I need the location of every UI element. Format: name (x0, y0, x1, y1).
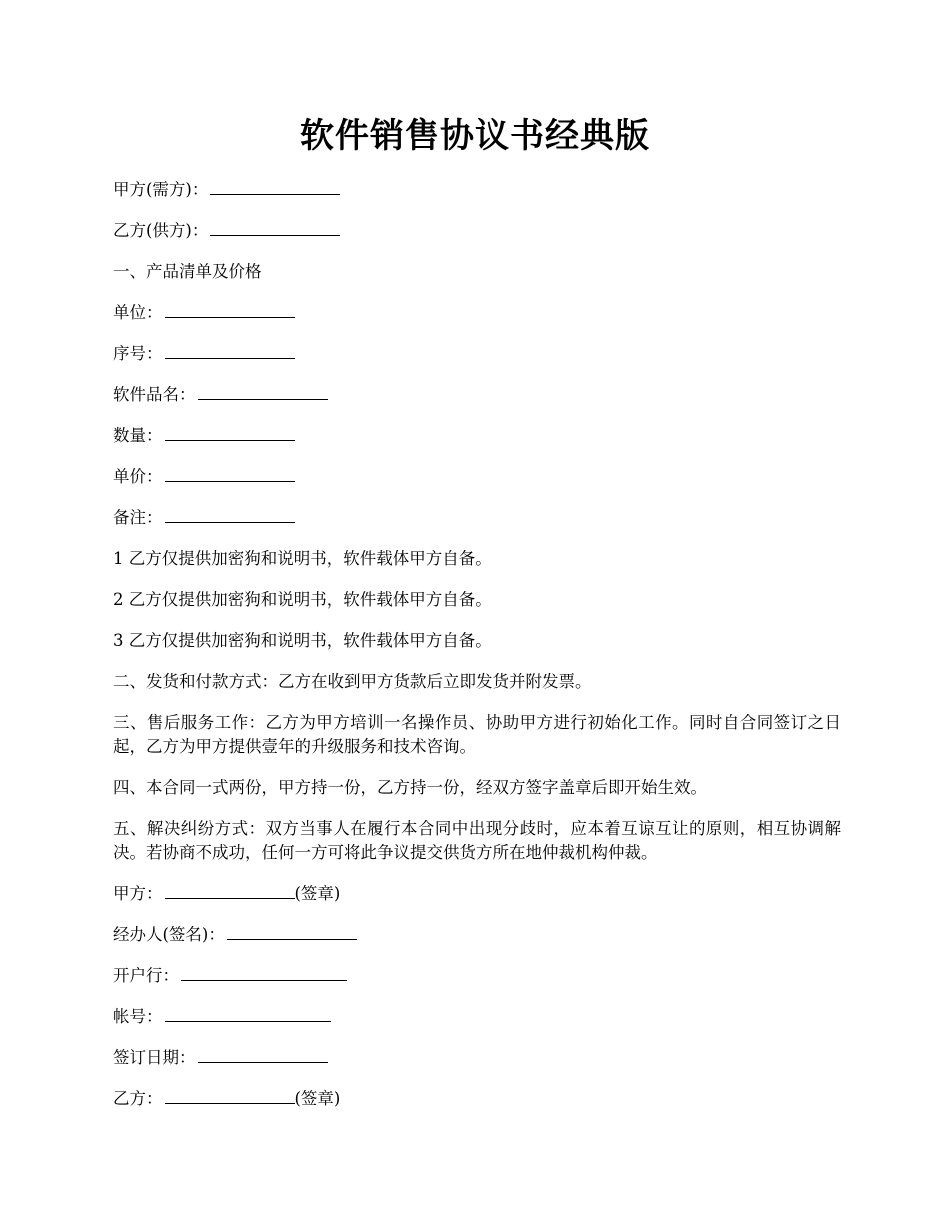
note-item: 3 乙方仅提供加密狗和说明书，软件载体甲方自备。 (113, 631, 492, 650)
remarks-line (113, 506, 841, 530)
account-blank (165, 1007, 331, 1022)
section3-paragraph: 三、售后服务工作：乙方为甲方培训一名操作员、协助甲方进行初始化工作。同时自合同签订之日起，乙方为甲方提供壹年的升级服务和技术咨询。 (113, 713, 841, 756)
product-name-line (113, 383, 841, 407)
party-b-label: 乙方(供方)： (113, 221, 209, 240)
section4-paragraph: 四、本合同一式两份，甲方持一份，乙方持一份，经双方签字盖章后即开始生效。 (113, 778, 707, 797)
serial-blank (165, 344, 295, 359)
party-a-line (113, 178, 841, 202)
sign-party-b-line (113, 1087, 841, 1111)
unit-price-label: 单价： (113, 467, 163, 486)
quantity-line (113, 424, 841, 448)
date-blank (198, 1048, 328, 1063)
bank-blank (181, 966, 347, 981)
document-title: 软件销售协议书经典版 (300, 116, 650, 156)
unit-price-line (113, 465, 841, 489)
section1-heading: 一、产品清单及价格 (113, 262, 262, 281)
party-b-blank (210, 221, 340, 236)
remarks-blank (165, 508, 295, 523)
agent-line (113, 923, 841, 947)
sign-party-a-seal: (签章) (294, 884, 341, 903)
unit-price-blank (165, 467, 295, 482)
bank-label: 开户行： (113, 966, 179, 985)
sign-party-b-seal: (签章) (294, 1089, 341, 1108)
sign-party-a-blank (165, 884, 295, 899)
date-line (113, 1046, 841, 1070)
sign-party-b-label: 乙方： (113, 1089, 163, 1108)
account-line (113, 1005, 841, 1029)
account-label: 帐号： (113, 1007, 163, 1026)
quantity-blank (165, 426, 295, 441)
note-item: 1 乙方仅提供加密狗和说明书，软件载体甲方自备。 (113, 549, 492, 568)
sign-party-a-line (113, 882, 841, 906)
document-body (113, 178, 841, 1128)
serial-label: 序号： (113, 344, 163, 363)
agent-label: 经办人(签名)： (113, 925, 225, 944)
agent-blank (227, 925, 357, 940)
party-a-label: 甲方(需方)： (113, 180, 209, 199)
sign-party-a-label: 甲方： (113, 884, 163, 903)
product-name-label: 软件品名： (113, 385, 196, 404)
unit-line (113, 301, 841, 325)
serial-line (113, 342, 841, 366)
remarks-label: 备注： (113, 508, 163, 527)
unit-label: 单位： (113, 303, 163, 322)
unit-blank (165, 303, 295, 318)
party-a-blank (210, 180, 340, 195)
sign-party-b-blank (165, 1089, 295, 1104)
bank-line (113, 964, 841, 988)
date-label: 签订日期： (113, 1048, 196, 1067)
note-item: 2 乙方仅提供加密狗和说明书，软件载体甲方自备。 (113, 590, 492, 609)
party-b-line (113, 219, 841, 243)
section5-paragraph: 五、解决纠纷方式：双方当事人在履行本合同中出现分歧时，应本着互谅互让的原则，相互协调解决。若协商不成功，任何一方可将此争议提交供货方所在地仲裁机构仲裁。 (113, 819, 841, 862)
product-name-blank (198, 385, 328, 400)
section2-paragraph: 二、发货和付款方式：乙方在收到甲方货款后立即发货并附发票。 (113, 672, 592, 691)
quantity-label: 数量： (113, 426, 163, 445)
